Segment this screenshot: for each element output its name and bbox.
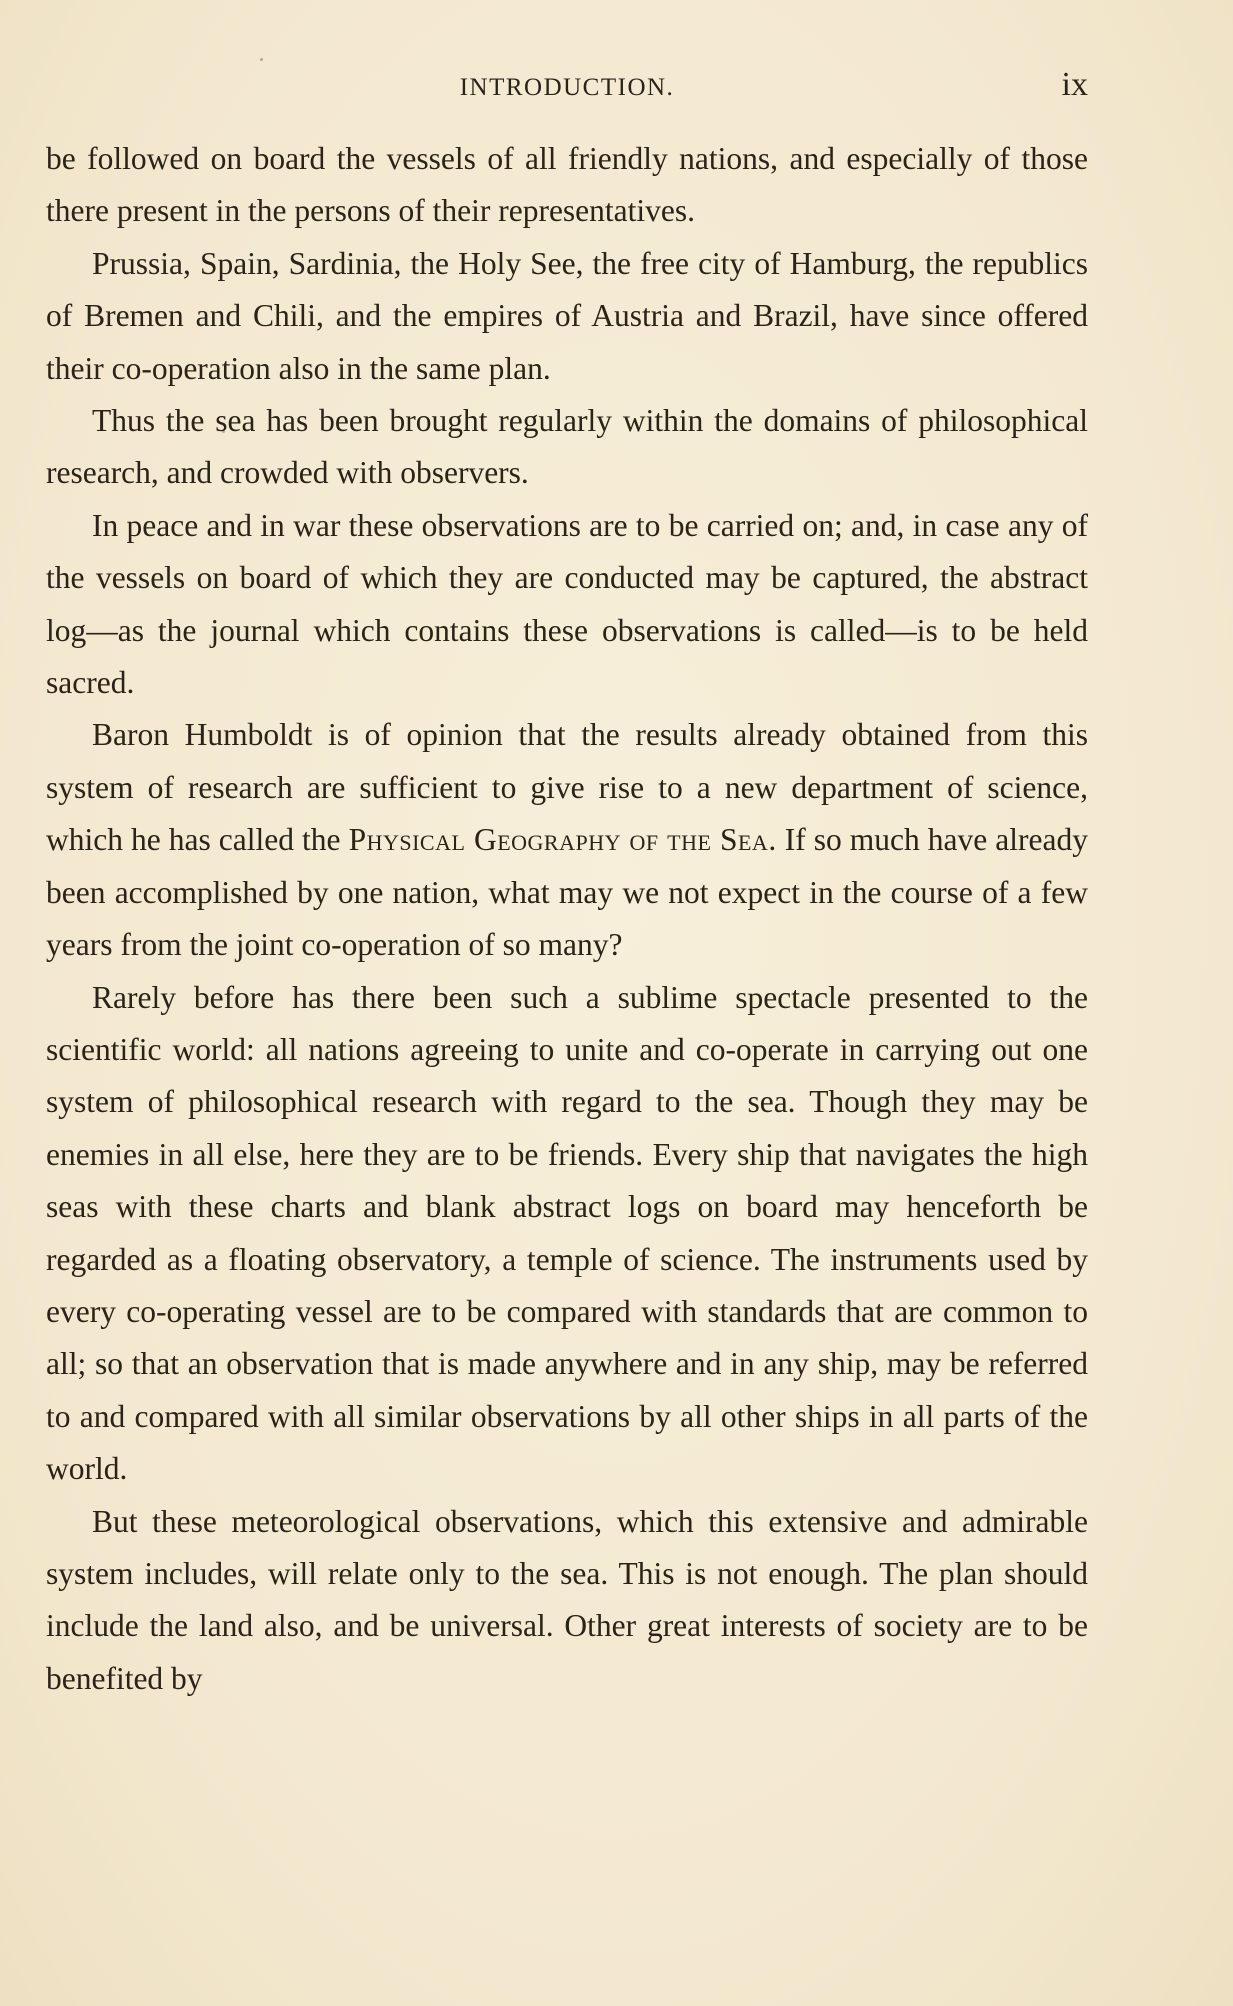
paragraph: [46, 709, 1088, 971]
page-number: ix: [1061, 66, 1088, 103]
paragraph: In peace and in war these observations are to be carried on; and, in case any of the vessels on board of which they are conducted may be captured, the abstract log—as the journal which contains these observations is called—is to be held sacred.: [46, 507, 1088, 701]
running-head-title: INTRODUCTION.: [459, 74, 675, 101]
body-text: [46, 133, 1088, 1705]
paragraph-text: If so much have already been accomplished by one nation, what may we not expect in the course of a few years from the joint co-operation of so many?: [46, 822, 1088, 963]
paper-speck: [260, 58, 263, 61]
paragraph: But these meteorological observations, which this extensive and admirable system includes, will relate only to the sea. This is not enough. The plan should include the land also, and be universal. Other great interests of society are to be benefited by: [46, 1503, 1088, 1696]
paragraph: Rarely before has there been such a sublime spectacle presented to the scientific world: all nations agreeing to unite and co-operate in carrying out one system of philosophical research with regard to the sea. Though they may be enemies in all else, here they are to be friends. Every ship that navigates the high seas with these charts and blank abstract logs on board may henceforth be regarded as a floating observatory, a temple of science. The instruments used by every co-operating vessel are to be compared with standards that are common to all; so that an observation that is made anywhere and in any ship, may be referred to and compared with all similar observations by all other ships in all parts of the world.: [46, 979, 1088, 1487]
paragraph: Prussia, Spain, Sardinia, the Holy See, the free city of Hamburg, the republics of Bremen and Chili, and the empires of Austria and Brazil, have since offered their co-operation also in the same plan.: [46, 245, 1088, 386]
paragraph: be followed on board the vessels of all friendly nations, and especially of those there present in the persons of their representatives.: [46, 141, 1088, 229]
paragraph-text: Baron Humboldt is of opinion that the results already obtained from this system of research are sufficient to give rise to a new department of science, which he has called the: [46, 717, 1088, 858]
paragraph: Thus the sea has been brought regularly within the domains of philosophical research, and crowded with observers.: [46, 403, 1088, 491]
small-caps-term: Physical Geography of the Sea.: [348, 822, 777, 858]
running-head: [46, 66, 1088, 116]
